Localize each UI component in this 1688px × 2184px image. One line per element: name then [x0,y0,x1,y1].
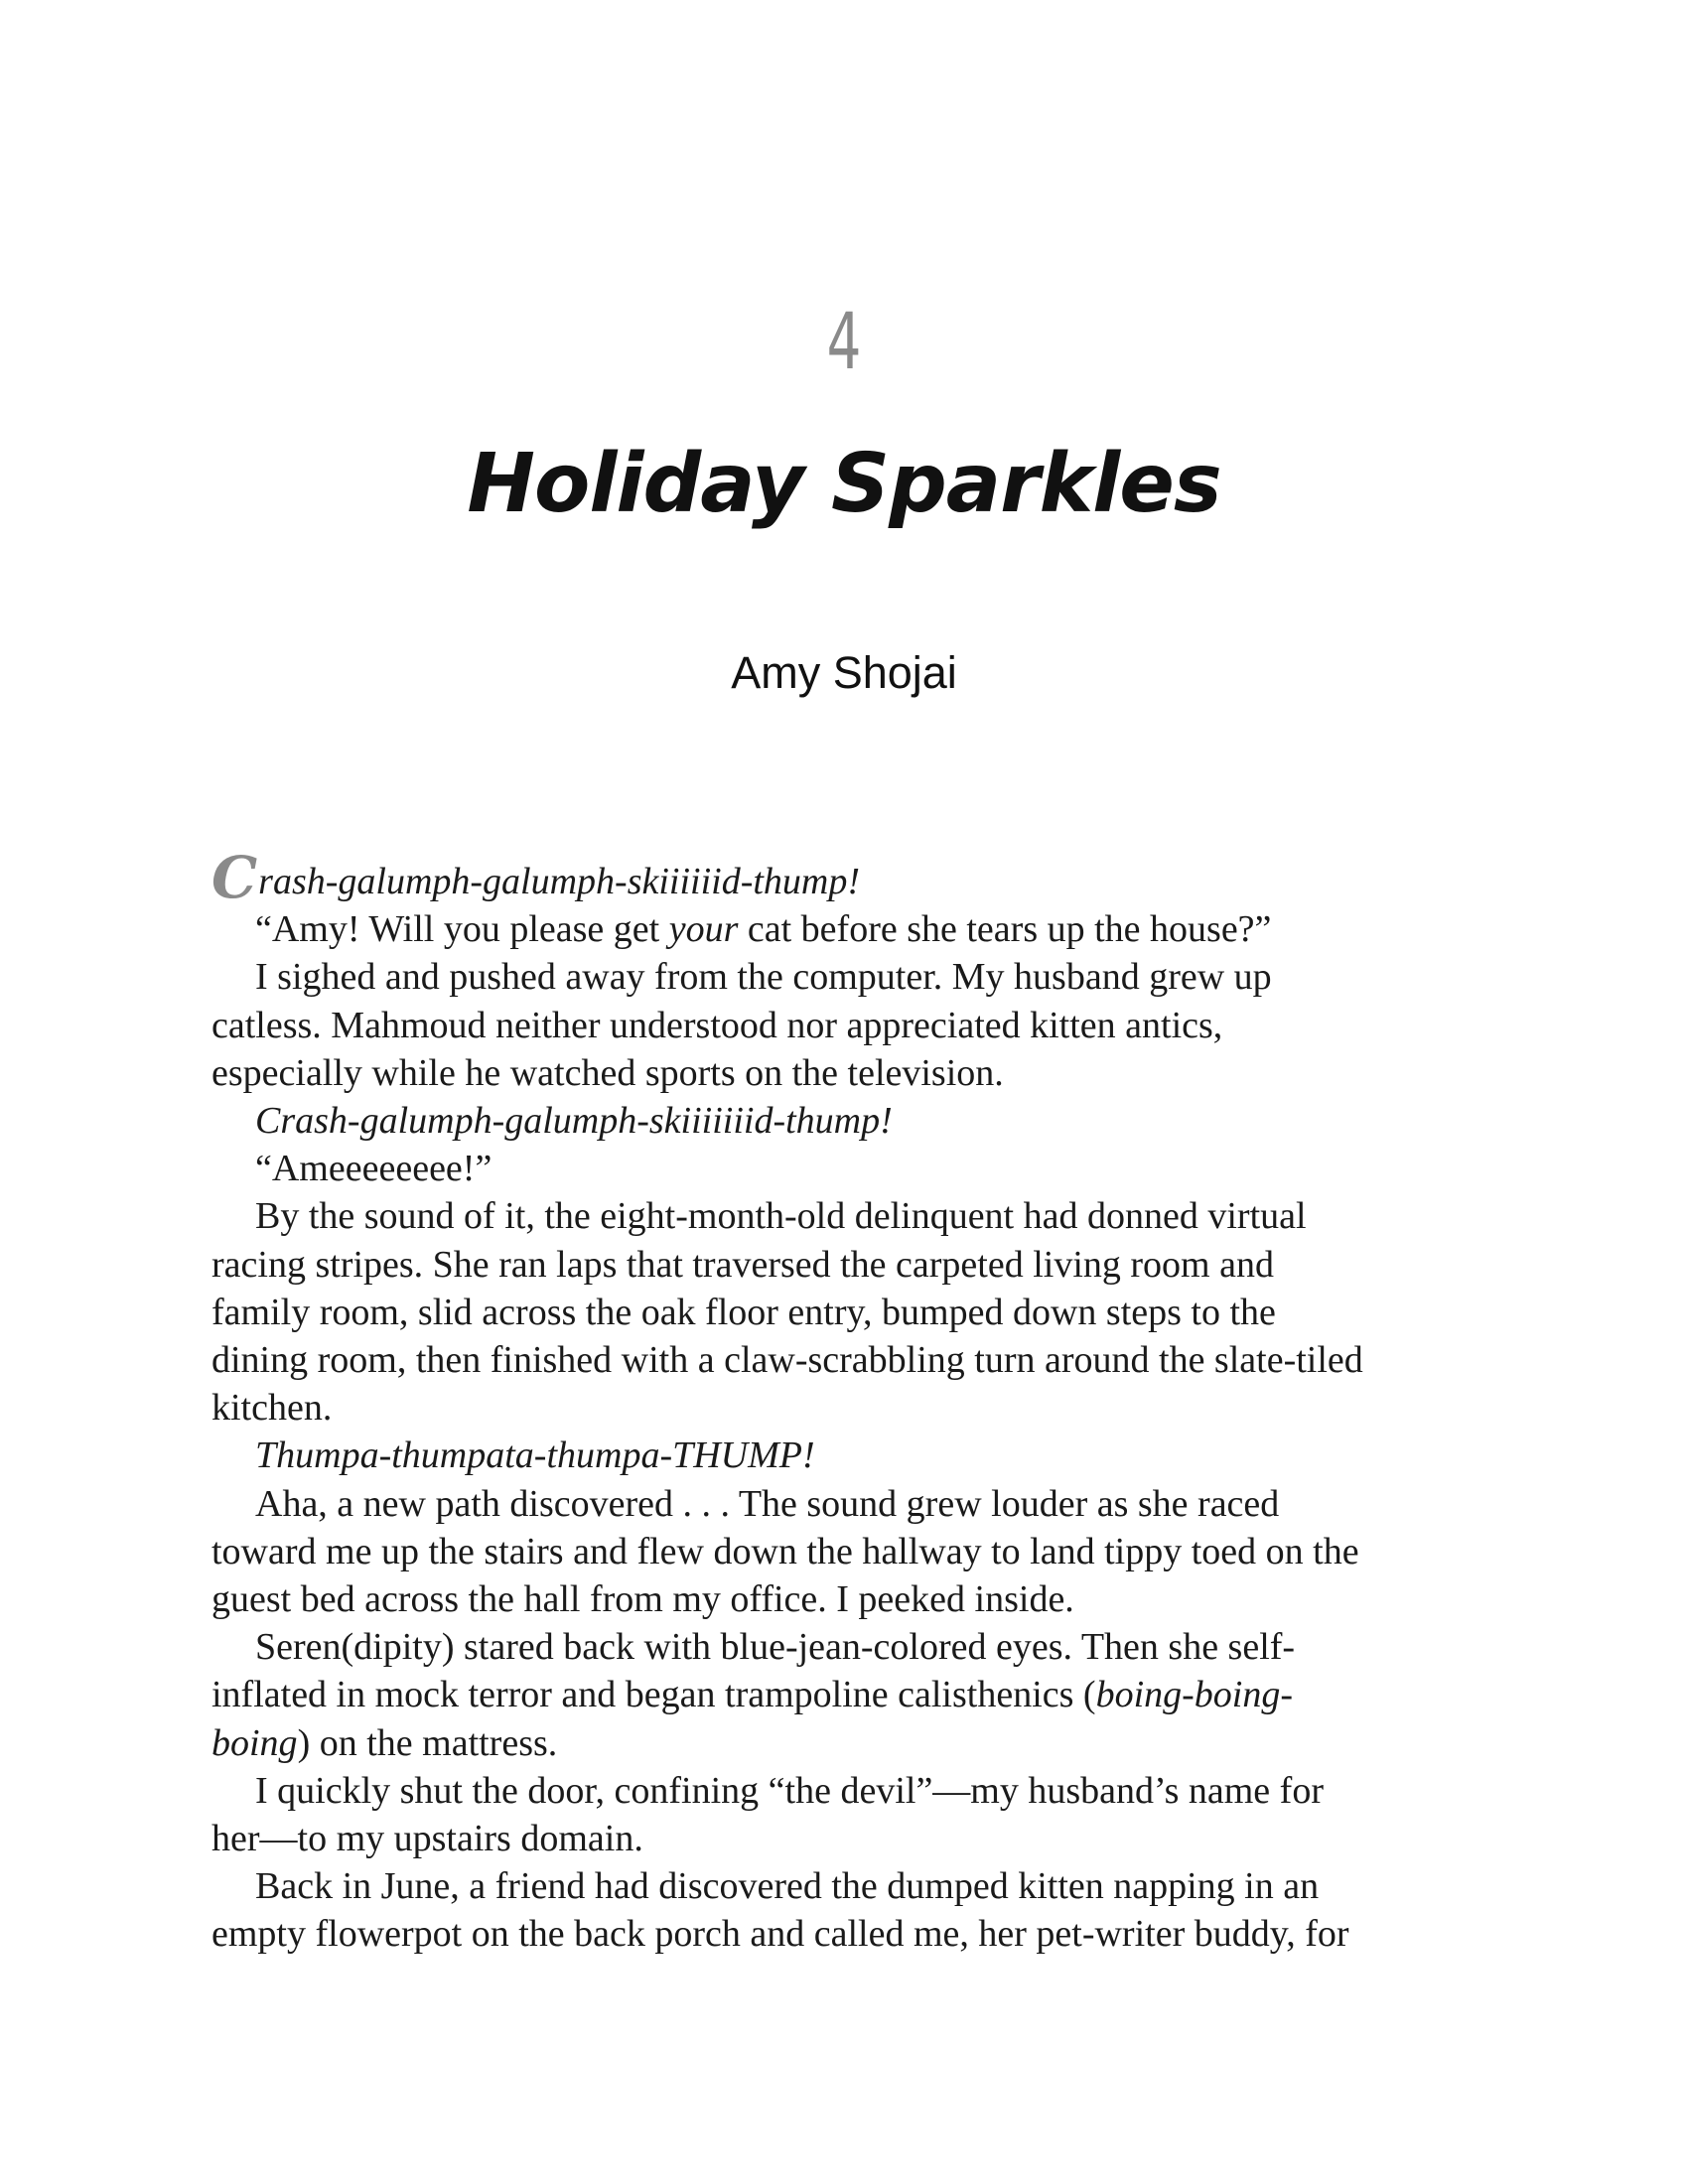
text-segment: racing stripes. She ran laps that traversed the carpeted living room and [211,1243,1274,1286]
text-line [211,1336,1502,1384]
text-segment: I quickly shut the door, confining “the devil”—my husband’s name for [255,1769,1324,1812]
text-segment: empty flowerpot on the back porch and called me, her pet-writer buddy, for [211,1913,1349,1956]
text-line [211,1145,1502,1192]
text-line [211,953,1502,1001]
text-segment: guest bed across the hall from my office. I peeked inside. [211,1578,1074,1621]
text-line [211,1289,1502,1336]
author-name: Amy Shojai [731,647,957,698]
text-line [211,1192,1502,1240]
italic-text: rash-galumph-galumph-skiiiiiid-thump! [258,861,861,902]
text-segment: kitchen. [211,1387,333,1430]
text-segment: toward me up the stairs and flew down the hallway to land tippy toed on the [211,1530,1359,1572]
text-segment: inflated in mock terror and began trampoline calisthenics ( [211,1674,1096,1716]
text-line [211,1384,1502,1432]
text-segment: cat before she tears up the house?” [738,908,1272,951]
text-segment: Seren(dipity) stared back with blue-jean-colored eyes. Then she self- [255,1626,1296,1669]
text-line [211,844,1502,911]
text-segment: Back in June, a friend had discovered the dumped kitten napping in an [255,1865,1320,1908]
text-line [211,1528,1502,1575]
text-segment: family room, slid across the oak floor entry, bumped down steps to the [211,1291,1276,1333]
italic-text: Thumpa-thumpata-thumpa-THUMP! [255,1434,815,1477]
chapter-number: 4 [826,298,862,387]
text-line [211,1097,1502,1145]
text-segment: I sighed and pushed away from the computer. My husband grew up [255,956,1272,999]
text-line [211,1815,1502,1862]
text-segment: “Amy! Will you please get [255,908,669,951]
text-line [211,1575,1502,1623]
italic-text: your [668,908,739,951]
text-segment: Aha, a new path discovered . . . The sound grew louder as she raced [255,1482,1280,1525]
text-line [211,1719,1502,1767]
text-line [211,1671,1502,1718]
text-line [211,1767,1502,1815]
text-segment: catless. Mahmoud neither understood nor appreciated kitten antics, [211,1004,1223,1046]
text-line [211,1623,1502,1671]
text-line [211,1862,1502,1910]
drop-cap: C [211,844,258,911]
italic-text: boing [211,1721,298,1764]
chapter-title: Holiday Sparkles [467,437,1221,531]
text-segment: especially while he watched sports on the television. [211,1051,1004,1094]
chapter-body [211,844,1502,1959]
text-line [211,1910,1502,1958]
italic-text: Crash-galumph-galumph-skiiiiiiid-thump! [255,1100,893,1143]
text-line [211,1480,1502,1528]
italic-text: boing-boing- [1095,1674,1294,1716]
text-line [211,905,1502,953]
text-segment: her—to my upstairs domain. [211,1818,643,1860]
text-segment: dining room, then finished with a claw-scrabbling turn around the slate-tiled [211,1339,1363,1382]
text-line [211,1241,1502,1289]
text-line [211,1002,1502,1049]
text-segment: ) on the mattress. [297,1721,558,1764]
text-segment: “Ameeeeeeee!” [255,1148,492,1190]
text-line [211,1049,1502,1097]
text-line [211,1432,1502,1479]
text-segment: By the sound of it, the eight-month-old delinquent had donned virtual [255,1195,1307,1238]
